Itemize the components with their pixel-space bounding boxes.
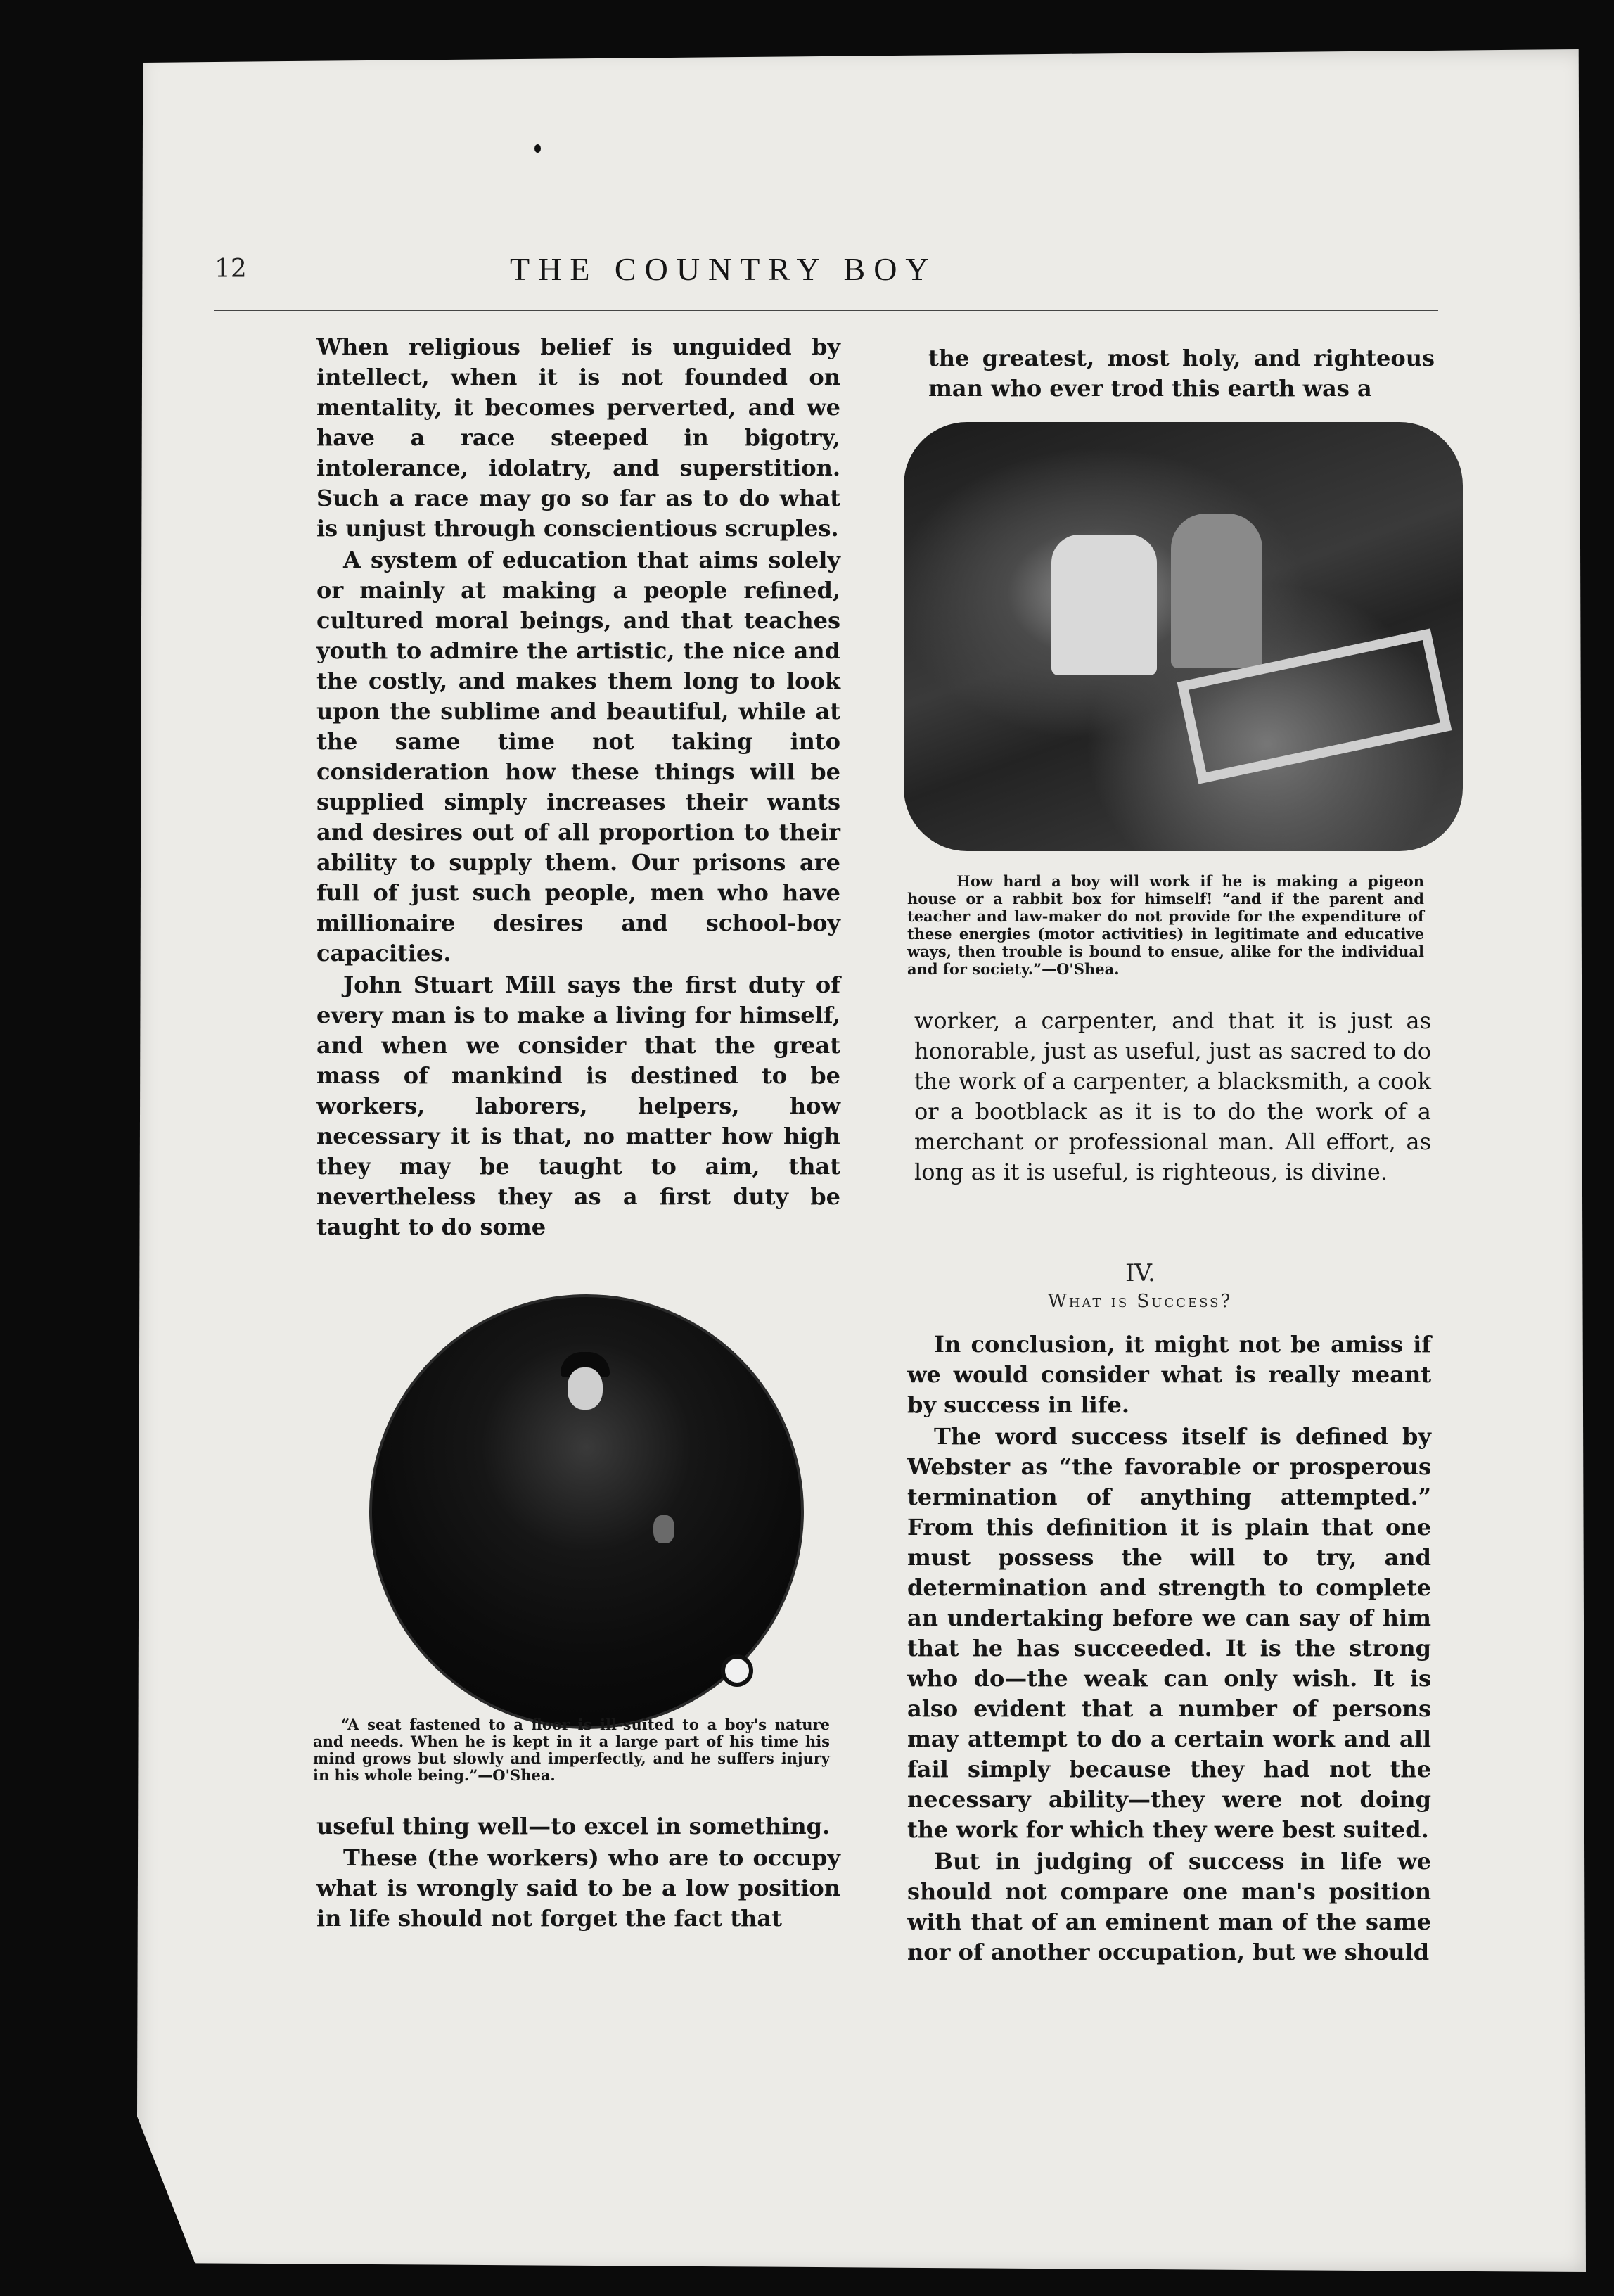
paragraph: the greatest, most holy, and righteous man who ever trod this earth was a: [928, 345, 1435, 402]
paragraph: But in judging of success in life we should not compare one man's position with that of an eminent man of the same nor of another occupation, but we should: [907, 1848, 1431, 1965]
left-column-bottom: [316, 1811, 840, 1935]
photo-rect-caption: How hard a boy will work if he is making a pigeon house or a rabbit box for himself! “and if the parent and teacher and law-maker do not provide for the expenditure of these energies (motor activities) in legitimate and educative ways, then trouble is bound to ensue, alike for the individual and for society.”—O'Shea.: [907, 872, 1424, 978]
paragraph: worker, a carpenter, and that it is just as honorable, just as useful, just as sacred to do the work of a carpenter, a blacksmith, a cook or a bootblack as it is to do the work of a merchant or professional man. All effort, as long as it is useful, is righteous, is divine.: [914, 1007, 1431, 1185]
header-rule: [214, 310, 1438, 311]
photo-boys-building-box: [904, 422, 1463, 851]
page-number: 12: [214, 255, 247, 283]
right-column-top: [928, 343, 1435, 405]
photo-circle-caption: “A seat fastened to a floor is ill-suited to a boy's nature and needs. When he is kept in it a large part of his time his mind grows but slowly and imperfectly, and he suffers injury in his whole being.”—O'Shea.: [313, 1716, 830, 1784]
right-column-middle: [914, 1006, 1431, 1189]
section-heading: What is Success?: [1048, 1291, 1233, 1312]
left-column-top: [316, 332, 840, 1244]
photo-detail: [568, 1367, 603, 1410]
paragraph: A system of education that aims solely or mainly at making a people refined, cultured moral beings, and that teaches youth to admire the artistic, the nice and the costly, and makes them long to look upon the sublime and beautiful, while at the same time not taking into consideration how these things will be supplied simply increases their wants and desires out of all proportion to their ability to supply them. Our prisons are full of just such people, men who have millionaire desires and school-boy capacities.: [316, 547, 840, 967]
paragraph: In conclusion, it might not be amiss if we would consider what is really meant by success in life.: [907, 1331, 1431, 1418]
photo-detail: [653, 1515, 674, 1543]
photo-detail: [1171, 514, 1262, 668]
paragraph: When religious belief is unguided by intellect, when it is not founded on mentality, it becomes perverted, and we have a race steeped in bigotry, intolerance, idolatry, and superstition. Such a race may go so far as to do what is unjust through conscientious scruples.: [316, 333, 840, 542]
photo-detail: [1051, 535, 1157, 675]
paragraph: John Stuart Mill says the first duty of every man is to make a living for himself, and when we consider that the great mass of mankind is destined to be workers, laborers, helpers, how necessary it is that, no matter how high they may be taught to aim, that nevertheless they as a first duty be taught to do some: [316, 971, 840, 1240]
photo-badge-icon: [721, 1654, 753, 1687]
page-header: [214, 251, 1438, 297]
paragraph: These (the workers) who are to occupy what is wrongly said to be a low position in life should not forget the fact that: [316, 1844, 840, 1932]
running-title: THE COUNTRY BOY: [510, 251, 937, 287]
right-column-bottom: [907, 1329, 1431, 1969]
section-numeral: IV.: [1125, 1259, 1155, 1287]
paragraph: useful thing well—to excel in something.: [316, 1813, 831, 1839]
ink-speck: [534, 144, 541, 153]
paragraph: The word success itself is defined by Webster as “the favorable or prosperous termination of anything attempted.” From this definition it is plain that one must possess the will to try, and determination and strength to complete an undertaking before we can say of him that he has succeeded. It is the strong who do—the weak can only wish. It is also evident that a number of persons may attempt to do a certain work and all fail simply because they had not the necessary ability—they were not doing the work for which they were best suited.: [907, 1423, 1431, 1843]
